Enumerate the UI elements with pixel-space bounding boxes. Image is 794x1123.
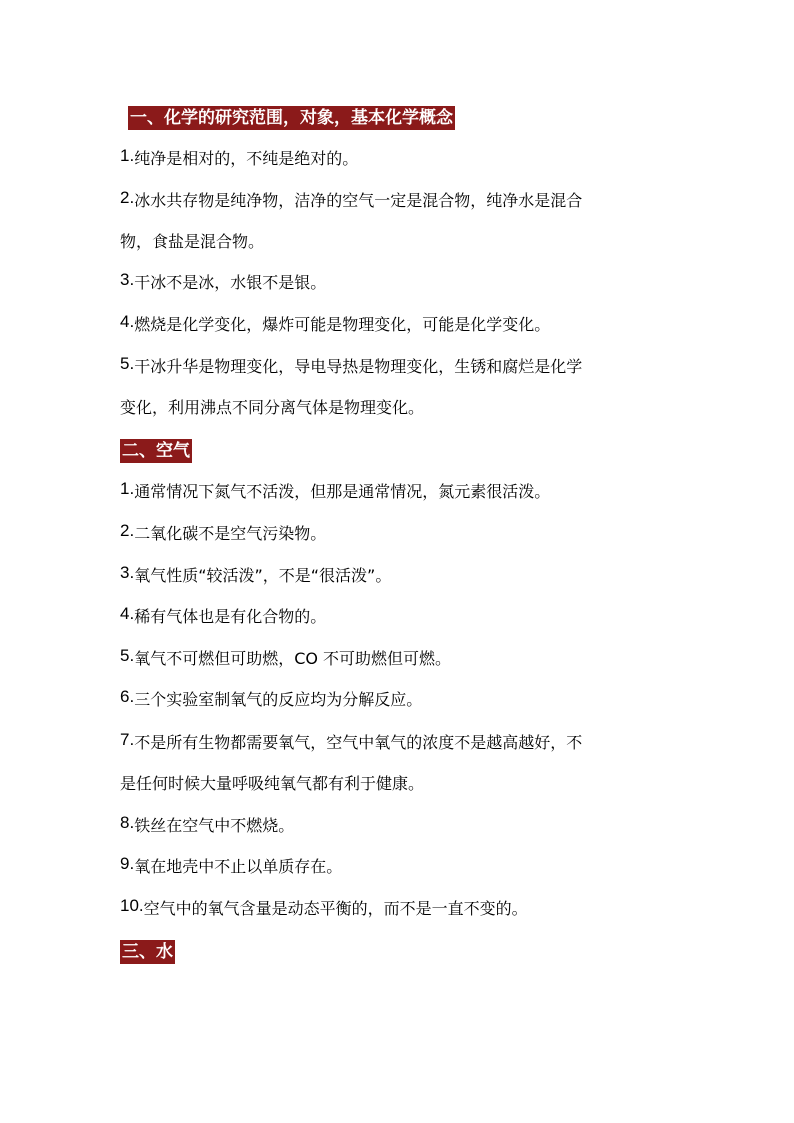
list-item bbox=[120, 689, 422, 711]
item-text: 氧气不可燃但可助燃，CO 不可助燃但可燃。 bbox=[134, 649, 452, 668]
item-text: 通常情况下氮气不活泼，但那是通常情况，氮元素很活泼。 bbox=[134, 482, 551, 501]
list-item-continuation bbox=[120, 773, 424, 795]
item-text: 三个实验室制氧气的反应均为分解反应。 bbox=[134, 690, 423, 709]
list-item bbox=[120, 523, 326, 545]
list-item bbox=[120, 356, 582, 378]
item-number: 5. bbox=[120, 646, 135, 665]
list-item bbox=[120, 565, 391, 587]
item-text: 是任何时候大量呼吸纯氧气都有利于健康。 bbox=[120, 774, 425, 793]
item-text: 变化，利用沸点不同分离气体是物理变化。 bbox=[120, 398, 425, 417]
list-item bbox=[120, 648, 451, 670]
list-item bbox=[120, 314, 550, 336]
item-text: 二氧化碳不是空气污染物。 bbox=[134, 524, 327, 543]
list-item bbox=[120, 732, 582, 754]
list-item bbox=[120, 190, 582, 212]
item-text: 空气中的氧气含量是动态平衡的，而不是一直不变的。 bbox=[143, 899, 528, 918]
list-item bbox=[120, 148, 358, 170]
item-number: 4. bbox=[120, 312, 135, 331]
item-number: 8. bbox=[120, 813, 135, 832]
section-heading-1: 一、化学的研究范围，对象，基本化学概念 bbox=[130, 108, 453, 128]
item-number: 3. bbox=[120, 563, 135, 582]
item-number: 1. bbox=[120, 146, 135, 165]
section-heading-3: 三、水 bbox=[122, 942, 173, 962]
item-number: 1. bbox=[120, 479, 135, 498]
list-item bbox=[120, 856, 342, 878]
item-text: 纯净是相对的，不纯是绝对的。 bbox=[134, 149, 359, 168]
item-number: 2. bbox=[120, 188, 135, 207]
item-text: 物，食盐是混合物。 bbox=[120, 232, 265, 251]
item-number: 4. bbox=[120, 604, 135, 623]
section-heading-2: 二、空气 bbox=[122, 441, 190, 461]
list-item-continuation bbox=[120, 231, 264, 253]
item-text: 氧在地壳中不止以单质存在。 bbox=[134, 857, 343, 876]
item-text: 稀有气体也是有化合物的。 bbox=[134, 607, 327, 626]
item-number: 2. bbox=[120, 521, 135, 540]
item-text: 冰水共存物是纯净物，洁净的空气一定是混合物，纯净水是混合 bbox=[134, 191, 583, 210]
item-number: 5. bbox=[120, 354, 135, 373]
item-number: 10. bbox=[120, 896, 144, 915]
list-item bbox=[120, 272, 326, 294]
item-text: 干冰升华是物理变化，导电导热是物理变化，生锈和腐烂是化学 bbox=[134, 357, 583, 376]
item-text: 干冰不是冰，水银不是银。 bbox=[134, 273, 327, 292]
item-text: 氧气性质“较活泼”，不是“很活泼”。 bbox=[134, 566, 392, 585]
item-number: 9. bbox=[120, 854, 135, 873]
list-item-continuation bbox=[120, 397, 424, 419]
list-item bbox=[120, 481, 550, 503]
item-text: 燃烧是化学变化，爆炸可能是物理变化，可能是化学变化。 bbox=[134, 315, 551, 334]
item-text: 铁丝在空气中不燃烧。 bbox=[134, 816, 295, 835]
item-text: 不是所有生物都需要氧气，空气中氧气的浓度不是越高越好，不 bbox=[134, 733, 583, 752]
item-number: 7. bbox=[120, 730, 135, 749]
list-item bbox=[120, 898, 528, 920]
item-number: 6. bbox=[120, 687, 135, 706]
item-number: 3. bbox=[120, 270, 135, 289]
list-item bbox=[120, 815, 294, 837]
list-item bbox=[120, 606, 326, 628]
